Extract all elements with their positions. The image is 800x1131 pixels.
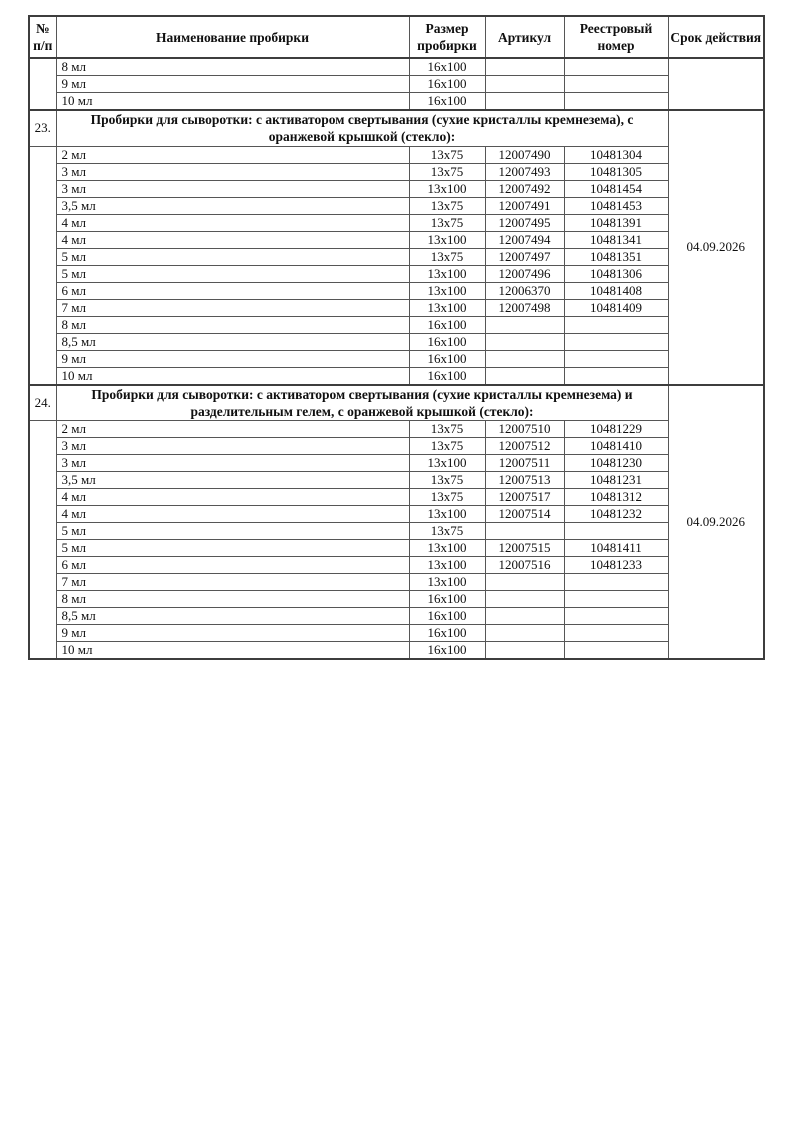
section-number-cell: 24. <box>29 385 56 421</box>
article-cell <box>485 58 564 76</box>
tube-size-cell: 13x75 <box>409 214 485 231</box>
article-cell <box>485 523 564 540</box>
article-cell <box>485 574 564 591</box>
tube-size-cell: 16x100 <box>409 608 485 625</box>
article-cell <box>485 367 564 385</box>
registry-number-cell <box>564 608 668 625</box>
registry-number-cell <box>564 333 668 350</box>
tube-size-cell: 16x100 <box>409 642 485 660</box>
tube-volume-cell: 4 мл <box>56 506 409 523</box>
tube-size-cell: 16x100 <box>409 625 485 642</box>
table-row <box>29 367 764 385</box>
tube-size-cell: 13x75 <box>409 163 485 180</box>
tube-volume-cell: 10 мл <box>56 93 409 111</box>
article-cell: 12007514 <box>485 506 564 523</box>
tube-size-cell: 16x100 <box>409 367 485 385</box>
tube-size-cell: 13x100 <box>409 557 485 574</box>
tube-volume-cell: 6 мл <box>56 557 409 574</box>
tube-size-cell: 13x75 <box>409 472 485 489</box>
col-header-name: Наименование пробирки <box>56 16 409 58</box>
tube-volume-cell: 2 мл <box>56 146 409 163</box>
tube-size-cell: 13x75 <box>409 248 485 265</box>
table-row <box>29 557 764 574</box>
tube-size-cell: 16x100 <box>409 58 485 76</box>
tube-volume-cell: 8,5 мл <box>56 333 409 350</box>
registry-number-cell <box>564 76 668 93</box>
registry-number-cell <box>564 625 668 642</box>
tube-volume-cell: 5 мл <box>56 248 409 265</box>
tube-volume-cell: 3 мл <box>56 438 409 455</box>
registry-number-cell: 10481409 <box>564 299 668 316</box>
tube-size-cell: 13x100 <box>409 265 485 282</box>
table-row <box>29 523 764 540</box>
article-cell <box>485 93 564 111</box>
tube-volume-cell: 3 мл <box>56 163 409 180</box>
tube-size-cell: 16x100 <box>409 93 485 111</box>
col-header-registry: Реестровый номер <box>564 16 668 58</box>
row-number-cell <box>29 421 56 660</box>
section-title-cell: Пробирки для сыворотки: с активатором свертывания (сухие кристаллы кремнезема), с оранжевой крышкой (стекло): <box>56 110 668 146</box>
tube-size-cell: 16x100 <box>409 316 485 333</box>
table-row <box>29 180 764 197</box>
registry-number-cell: 10481391 <box>564 214 668 231</box>
article-cell: 12006370 <box>485 282 564 299</box>
table-row <box>29 421 764 438</box>
tube-volume-cell: 2 мл <box>56 421 409 438</box>
section-number-cell: 23. <box>29 110 56 146</box>
tube-size-cell: 13x75 <box>409 523 485 540</box>
tube-size-cell: 13x75 <box>409 421 485 438</box>
tube-volume-cell: 10 мл <box>56 367 409 385</box>
col-header-num: № п/п <box>29 16 56 58</box>
table-row <box>29 455 764 472</box>
table-row <box>29 197 764 214</box>
row-number-cell <box>29 146 56 385</box>
registry-number-cell: 10481341 <box>564 231 668 248</box>
article-cell: 12007510 <box>485 421 564 438</box>
tube-size-cell: 13x100 <box>409 282 485 299</box>
article-cell: 12007515 <box>485 540 564 557</box>
tube-size-cell: 13x75 <box>409 197 485 214</box>
article-cell <box>485 608 564 625</box>
table-row <box>29 625 764 642</box>
tube-volume-cell: 9 мл <box>56 350 409 367</box>
article-cell: 12007495 <box>485 214 564 231</box>
article-cell <box>485 625 564 642</box>
article-cell <box>485 76 564 93</box>
tube-size-cell: 13x75 <box>409 438 485 455</box>
tube-size-cell: 13x75 <box>409 489 485 506</box>
registry-number-cell: 10481312 <box>564 489 668 506</box>
tube-volume-cell: 5 мл <box>56 523 409 540</box>
registry-number-cell: 10481306 <box>564 265 668 282</box>
table-row <box>29 299 764 316</box>
table-row <box>29 214 764 231</box>
section-title-cell: Пробирки для сыворотки: с активатором свертывания (сухие кристаллы кремнезема) и разделительным гелем, с оранжевой крышкой (стекло): <box>56 385 668 421</box>
tube-size-cell: 16x100 <box>409 591 485 608</box>
registry-number-cell <box>564 350 668 367</box>
validity-cell <box>668 58 764 110</box>
registry-number-cell: 10481408 <box>564 282 668 299</box>
article-cell: 12007512 <box>485 438 564 455</box>
registry-number-cell: 10481304 <box>564 146 668 163</box>
tube-volume-cell: 9 мл <box>56 76 409 93</box>
tube-size-cell: 13x100 <box>409 540 485 557</box>
article-cell <box>485 316 564 333</box>
table-row <box>29 540 764 557</box>
registry-number-cell: 10481454 <box>564 180 668 197</box>
tube-size-cell: 13x100 <box>409 180 485 197</box>
tube-volume-cell: 8,5 мл <box>56 608 409 625</box>
tube-volume-cell: 4 мл <box>56 489 409 506</box>
tube-size-cell: 13x100 <box>409 299 485 316</box>
registry-number-cell <box>564 642 668 660</box>
article-cell: 12007490 <box>485 146 564 163</box>
table-row <box>29 438 764 455</box>
table-row <box>29 248 764 265</box>
registry-number-cell: 10481229 <box>564 421 668 438</box>
table-row <box>29 574 764 591</box>
tube-volume-cell: 8 мл <box>56 58 409 76</box>
tube-volume-cell: 8 мл <box>56 591 409 608</box>
table-row <box>29 506 764 523</box>
table-row <box>29 350 764 367</box>
article-cell: 12007491 <box>485 197 564 214</box>
tube-volume-cell: 4 мл <box>56 214 409 231</box>
tube-size-cell: 13x75 <box>409 146 485 163</box>
registry-number-cell <box>564 316 668 333</box>
section-header-row <box>29 110 764 146</box>
registry-number-cell: 10481453 <box>564 197 668 214</box>
registry-number-cell <box>564 591 668 608</box>
table-row <box>29 163 764 180</box>
table-row <box>29 265 764 282</box>
article-cell <box>485 333 564 350</box>
tube-volume-cell: 3,5 мл <box>56 197 409 214</box>
col-header-article: Артикул <box>485 16 564 58</box>
tube-size-cell: 16x100 <box>409 76 485 93</box>
registry-number-cell: 10481233 <box>564 557 668 574</box>
article-cell: 12007496 <box>485 265 564 282</box>
table-row <box>29 333 764 350</box>
tube-volume-cell: 8 мл <box>56 316 409 333</box>
registry-number-cell <box>564 523 668 540</box>
table-row <box>29 591 764 608</box>
registry-number-cell: 10481351 <box>564 248 668 265</box>
table-row <box>29 93 764 111</box>
tube-size-cell: 13x100 <box>409 455 485 472</box>
table-header-row <box>29 16 764 58</box>
article-cell: 12007516 <box>485 557 564 574</box>
article-cell <box>485 642 564 660</box>
tube-volume-cell: 3,5 мл <box>56 472 409 489</box>
table-body <box>29 58 764 659</box>
tube-size-cell: 16x100 <box>409 333 485 350</box>
tube-size-cell: 13x100 <box>409 506 485 523</box>
article-cell: 12007493 <box>485 163 564 180</box>
table-row <box>29 642 764 660</box>
article-cell: 12007517 <box>485 489 564 506</box>
tube-size-cell: 13x100 <box>409 231 485 248</box>
article-cell: 12007513 <box>485 472 564 489</box>
section-header-row <box>29 385 764 421</box>
table-row <box>29 76 764 93</box>
row-number-cell <box>29 58 56 110</box>
article-cell <box>485 350 564 367</box>
registry-number-cell: 10481232 <box>564 506 668 523</box>
tube-size-cell: 16x100 <box>409 350 485 367</box>
tube-volume-cell: 10 мл <box>56 642 409 660</box>
registry-number-cell: 10481305 <box>564 163 668 180</box>
table-row <box>29 282 764 299</box>
registry-number-cell: 10481411 <box>564 540 668 557</box>
table-row <box>29 231 764 248</box>
tubes-registry-table <box>28 15 765 660</box>
article-cell: 12007492 <box>485 180 564 197</box>
tube-volume-cell: 7 мл <box>56 299 409 316</box>
registry-number-cell: 10481410 <box>564 438 668 455</box>
table-row <box>29 608 764 625</box>
registry-number-cell: 10481230 <box>564 455 668 472</box>
validity-cell: 04.09.2026 <box>668 110 764 385</box>
tube-volume-cell: 5 мл <box>56 540 409 557</box>
article-cell: 12007498 <box>485 299 564 316</box>
col-header-size: Размер пробирки <box>409 16 485 58</box>
col-header-validity: Срок действия <box>668 16 764 58</box>
table-row <box>29 472 764 489</box>
registry-number-cell <box>564 93 668 111</box>
tube-volume-cell: 4 мл <box>56 231 409 248</box>
tube-volume-cell: 7 мл <box>56 574 409 591</box>
article-cell <box>485 591 564 608</box>
table-row <box>29 489 764 506</box>
article-cell: 12007511 <box>485 455 564 472</box>
registry-number-cell <box>564 574 668 591</box>
registry-number-cell: 10481231 <box>564 472 668 489</box>
article-cell: 12007497 <box>485 248 564 265</box>
validity-cell: 04.09.2026 <box>668 385 764 660</box>
table-row <box>29 316 764 333</box>
registry-number-cell <box>564 367 668 385</box>
tube-volume-cell: 5 мл <box>56 265 409 282</box>
table-row <box>29 146 764 163</box>
tube-volume-cell: 9 мл <box>56 625 409 642</box>
tube-size-cell: 13x100 <box>409 574 485 591</box>
registry-number-cell <box>564 58 668 76</box>
tube-volume-cell: 3 мл <box>56 180 409 197</box>
article-cell: 12007494 <box>485 231 564 248</box>
table-row <box>29 58 764 76</box>
tube-volume-cell: 6 мл <box>56 282 409 299</box>
tube-volume-cell: 3 мл <box>56 455 409 472</box>
